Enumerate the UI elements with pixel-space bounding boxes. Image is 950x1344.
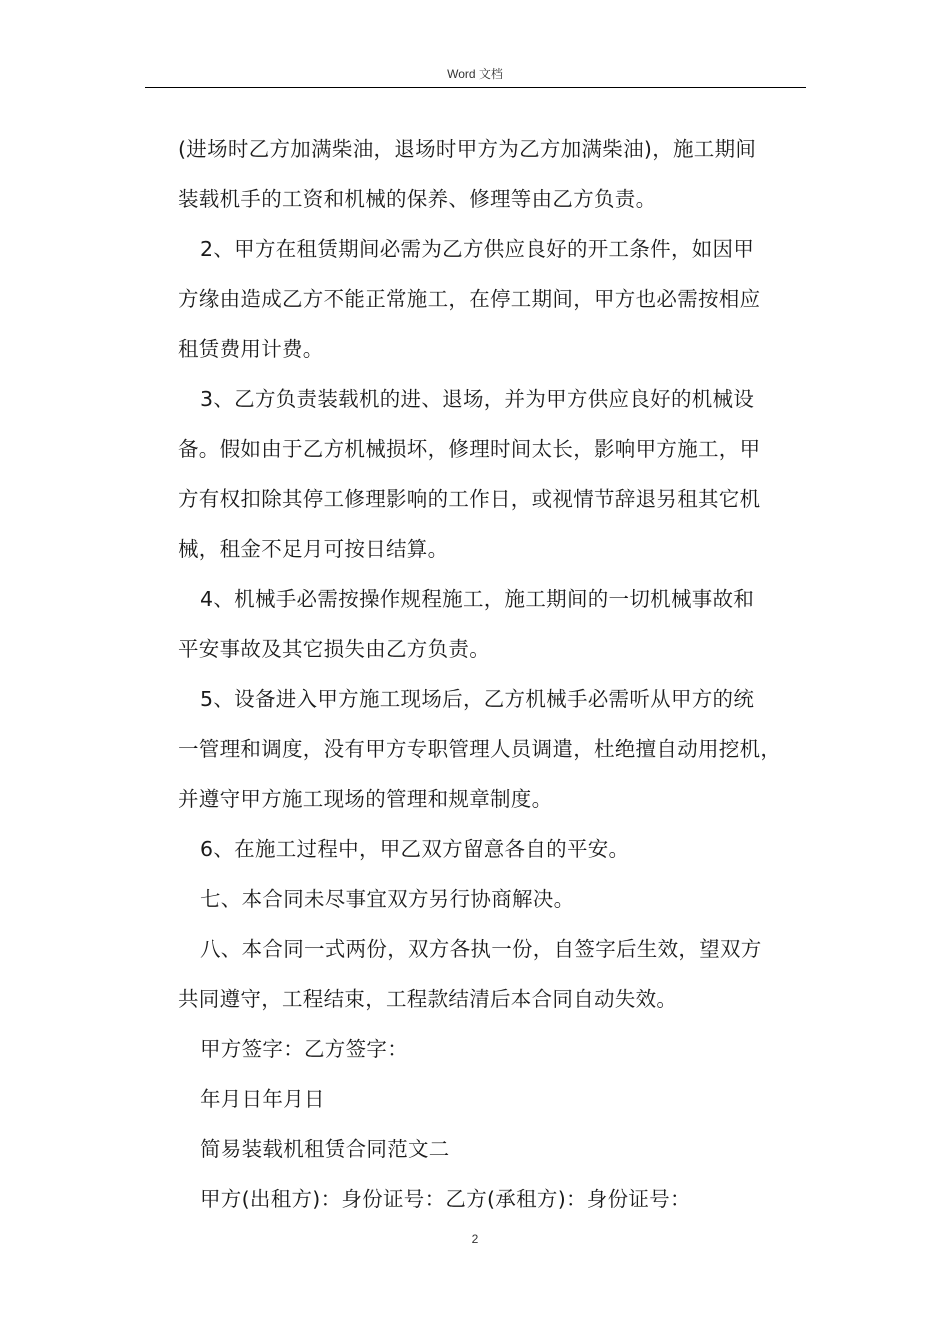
body-line-11: 平安事故及其它损失由乙方负责。 xyxy=(178,637,490,661)
body-line-13: 一管理和调度，没有甲方专职管理人员调遣，杜绝擅自动用挖机， xyxy=(178,737,782,761)
body-line-14: 并遵守甲方施工现场的管理和规章制度。 xyxy=(178,787,553,811)
page-number: 2 xyxy=(471,1232,479,1246)
body-line-5: 租赁费用计费。 xyxy=(178,337,324,361)
body-line-6: 3、乙方负责装载机的进、退场，并为甲方供应良好的机械设 xyxy=(200,387,755,411)
body-line-7: 备。假如由于乙方机械损坏，修理时间太长，影响甲方施工，甲 xyxy=(178,437,761,461)
body-line-15: 6、在施工过程中，甲乙双方留意各自的平安。 xyxy=(200,837,630,861)
body-line-8: 方有权扣除其停工修理影响的工作日，或视情节辞退另租其它机 xyxy=(178,487,761,511)
body-line-2: 装载机手的工资和机械的保养、修理等由乙方负责。 xyxy=(178,187,657,211)
signature-line: 甲方签字：乙方签字： xyxy=(200,1037,408,1061)
body-line-10: 4、机械手必需按操作规程施工，施工期间的一切机械事故和 xyxy=(200,587,755,611)
body-line-18: 共同遵守，工程结束，工程款结清后本合同自动失效。 xyxy=(178,987,678,1011)
document-body xyxy=(178,124,808,1224)
page-header-title: Word 文档 xyxy=(447,67,503,81)
body-line-16: 七、本合同未尽事宜双方另行协商解决。 xyxy=(200,887,575,911)
body-line-1: (进场时乙方加满柴油，退场时甲方为乙方加满柴油)，施工期间 xyxy=(178,137,757,161)
body-line-3: 2、甲方在租赁期间必需为乙方供应良好的开工条件，如因甲 xyxy=(200,237,755,261)
body-line-12: 5、设备进入甲方施工现场后，乙方机械手必需听从甲方的统 xyxy=(200,687,755,711)
body-line-17: 八、本合同一式两份，双方各执一份，自签字后生效，望双方 xyxy=(200,937,762,961)
body-line-9: 械，租金不足月可按日结算。 xyxy=(178,537,449,561)
parties-line: 甲方(出租方)：身份证号：乙方(承租方)：身份证号： xyxy=(200,1187,691,1211)
section-title: 简易装载机租赁合同范文二 xyxy=(200,1137,450,1161)
date-line: 年月日年月日 xyxy=(200,1087,325,1111)
header-divider xyxy=(145,87,806,88)
body-line-4: 方缘由造成乙方不能正常施工，在停工期间，甲方也必需按相应 xyxy=(178,287,761,311)
